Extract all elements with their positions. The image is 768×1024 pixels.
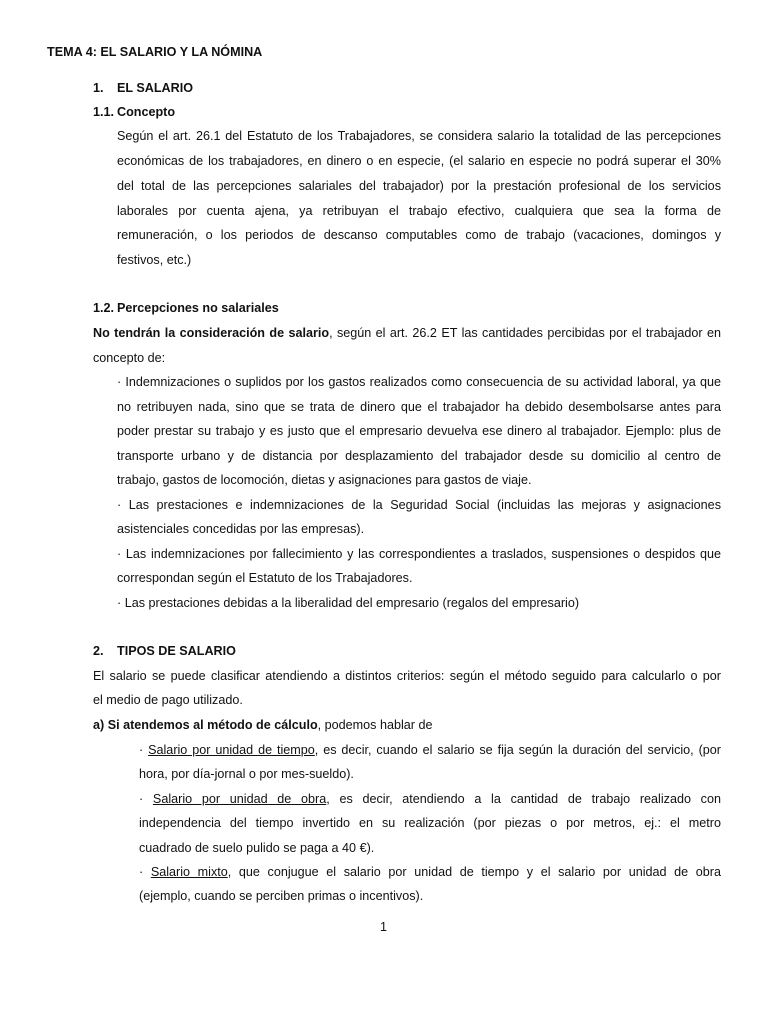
intro-text: , según el art. 26.2 ET las cantidades percibidas por el trabajador en	[329, 326, 721, 340]
bullet-line: poder prestar su trabajo y es justo que el empresario devuelva ese dinero al trabajador. Ejemplo: plus de	[117, 424, 721, 438]
criterion-a-line	[93, 717, 432, 733]
list-item-continuation: hora, por día-jornal o por mes-sueldo).	[139, 767, 354, 781]
section-1-number: 1.	[93, 81, 104, 95]
bullet-line: correspondan según el Estatuto de los Trabajadores.	[117, 571, 413, 585]
bullet-line: · Las prestaciones debidas a la liberalidad del empresario (regalos del empresario)	[117, 596, 580, 610]
paragraph-line: Según el art. 26.1 del Estatuto de los Trabajadores, se considera salario la totalidad de las percepciones	[117, 129, 721, 143]
paragraph-line: festivos, etc.)	[117, 253, 192, 267]
list-item-text: , que conjugue el salario por unidad de tiempo y el salario por unidad de obra	[227, 865, 721, 879]
salary-type-term: Salario por unidad de obra	[152, 792, 327, 806]
list-item-continuation: cuadrado de suelo pulido se paga a 40 €).	[139, 841, 375, 855]
section-2-heading: TIPOS DE SALARIO	[117, 644, 236, 658]
paragraph-line: económicas de los trabajadores, en dinero o en especie, (el salario en especie no podrá superar el 30%	[117, 154, 721, 168]
list-item	[139, 791, 721, 807]
list-item	[139, 742, 721, 758]
intro-bold-text: No tendrán la consideración de salario	[93, 326, 330, 340]
salary-type-term: Salario mixto	[150, 865, 228, 879]
bullet: ·	[139, 865, 151, 879]
bullet-line: transporte urbano y de distancia por desplazamiento del trabajador desde su domicilio al centro de	[117, 449, 721, 463]
subsection-1-1-heading: Concepto	[117, 105, 176, 119]
intro-line	[93, 325, 721, 341]
paragraph-line: del total de las percepciones salariales del trabajador) por la prestación profesional de los servicios	[117, 179, 721, 193]
subsection-1-2-number: 1.2.	[93, 301, 115, 315]
bullet: ·	[139, 792, 153, 806]
page-number: 1	[380, 920, 388, 934]
criterion-a-text: , podemos hablar de	[317, 718, 433, 732]
bullet-line: no retribuyen nada, sino que se trata de dinero que el trabajador ha debido desembolsarse antes para	[117, 400, 721, 414]
list-item-continuation: (ejemplo, cuando se perciben primas o incentivos).	[139, 889, 424, 903]
bullet-line: trabajo, gastos de locomoción, dietas y asignaciones para gastos de viaje.	[117, 473, 532, 487]
criterion-a-bold: a) Si atendemos al método de cálculo	[93, 718, 318, 732]
bullet-line: · Las indemnizaciones por fallecimiento y las correspondientes a traslados, suspensiones o despidos que	[117, 547, 721, 561]
list-item-text: , es decir, cuando el salario se fija según la duración del servicio, (por	[314, 743, 721, 757]
bullet-line: · Indemnizaciones o suplidos por los gastos realizados como consecuencia de su actividad laboral, ya que	[117, 375, 721, 389]
section-1-heading: EL SALARIO	[117, 81, 194, 95]
paragraph-line: el medio de pago utilizado.	[93, 693, 243, 707]
bullet: ·	[139, 743, 149, 757]
list-item-text: , es decir, atendiendo a la cantidad de trabajo realizado con	[326, 792, 721, 806]
bullet-line: · Las prestaciones e indemnizaciones de la Seguridad Social (incluidas las mejoras y asignaciones	[117, 498, 721, 512]
paragraph-line: remuneración, o los periodos de descanso computables como de trabajo (vacaciones, domingos y	[117, 228, 721, 242]
list-item-continuation: independencia del tiempo invertido en su realización (por piezas o por metros, ej.: el metro	[139, 816, 721, 830]
subsection-1-2-heading: Percepciones no salariales	[117, 301, 279, 315]
section-2-number: 2.	[93, 644, 104, 658]
subsection-1-1-number: 1.1.	[93, 105, 115, 119]
document-title: TEMA 4: EL SALARIO Y LA NÓMINA	[47, 45, 263, 59]
salary-type-term: Salario por unidad de tiempo	[148, 743, 315, 757]
list-item	[139, 864, 721, 880]
paragraph-line: El salario se puede clasificar atendiendo a distintos criterios: según el método seguido para calcularlo o por	[93, 669, 721, 683]
paragraph-line: laborales por cuenta ajena, ya retribuyan el trabajo efectivo, cualquiera que sea la forma de	[117, 204, 721, 218]
bullet-line: asistenciales concedidas por las empresas).	[117, 522, 365, 536]
intro-line: concepto de:	[93, 351, 166, 365]
